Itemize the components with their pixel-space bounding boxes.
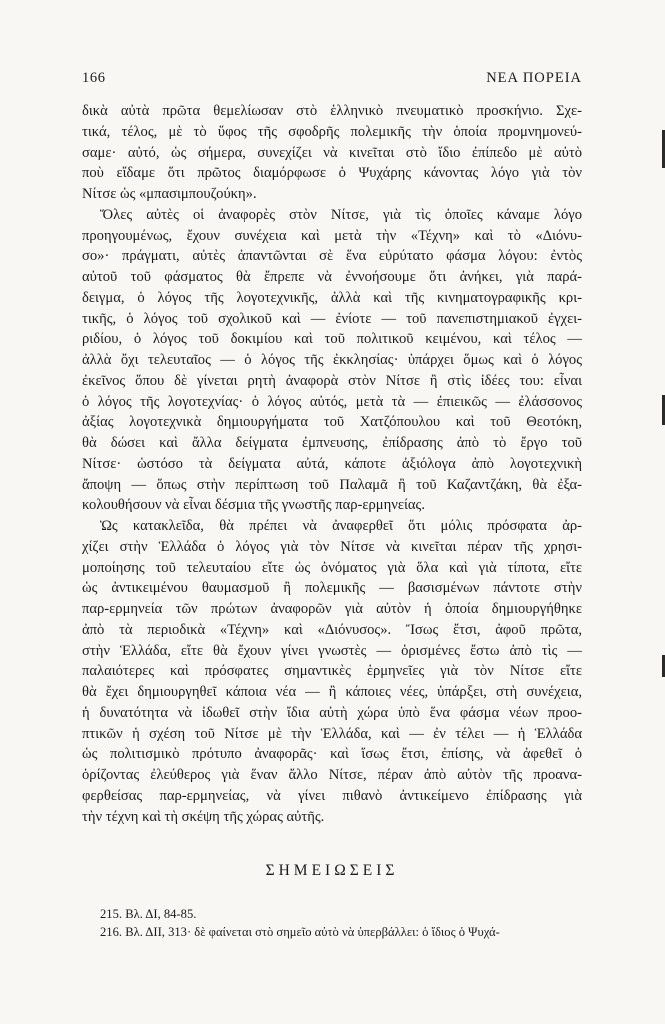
footnote: 215. Βλ. ΔΙ, 84-85. [100, 907, 197, 921]
page-number: 166 [82, 70, 106, 86]
footnotes [82, 905, 582, 941]
notes-heading: ΣΗΜΕΙΩΣΕΙΣ [265, 862, 399, 879]
text-line: τικῆς, ὁ λόγος τοῦ σχολικοῦ καὶ — ἐνίοτε — τοῦ πανεπιστημιακοῦ ἐγχει- [82, 310, 582, 327]
text-line: τὴν τέχνη καὶ τὴ σκέψη τῆς χώρας αὐτῆς. [82, 808, 325, 825]
text-line: ποὺ εἴδαμε ὅτι πρῶτος διαμόρφωσε ὁ Ψυχάρης κάνοντας λόγο γιὰ τὸν [82, 165, 582, 182]
text-line: σο»· πράγματι, αὐτὲς ἀπαντῶνται σὲ ἕνα εὐρύτατο φάσμα λόγου: ἐντὸς [82, 248, 582, 265]
text-line: ἡ δυνατότητα νὰ ἰδωθεῖ στὴν ἴδια αὐτὴ χώρα ὑπὸ ἕνα φάσμα νέων προο- [82, 704, 582, 721]
text-line: παλαιότερες καὶ πρόσφατες σημαντικὲς ἑρμηνεῖες γιὰ τὸν Νίτσε εἴτε [82, 663, 582, 680]
text-line: ἄποψη — ὅπως στὴν περίπτωση τοῦ Παλαμᾶ ἢ τοῦ Καζαντζάκη, θὰ ἐξα- [82, 476, 582, 493]
text-line: ἀξίας λογοτεχνικὰ δημιουργήματα τοῦ Χατζόπουλου καὶ τοῦ Θεοτόκη, [82, 414, 582, 431]
text-line: σαμε· αὐτό, ὡς σήμερα, συνεχίζει νὰ κινεῖται στὸ ἴδιο ἐπίπεδο μὲ αὐτὸ [82, 144, 582, 161]
text-line: κολουθήσουν νὰ εἶναι δέσμια τῆς γνωστῆς παρ-ερμηνείας. [82, 497, 425, 514]
text-line: Ὡς κατακλεῖδα, θὰ πρέπει νὰ ἀναφερθεῖ ὅτι μόλις πρόσφατα ἀρ- [100, 518, 582, 534]
text-line: φερθείσας παρ-ερμηνείας, νὰ γίνει πιθανὸ ἀντικείμενο ἐπίδρασης γιὰ [82, 787, 582, 804]
text-line: πτικῶν ἡ σχέση τοῦ Νίτσε μὲ τὴν Ἑλλάδα, καὶ — ἐν τέλει — ἡ Ἑλλάδα [82, 725, 582, 742]
text-line: ὡς πολιτισμικὸ πρότυπο ἀναφορᾶς· καὶ ἴσως ἔτσι, ἐπίσης, νὰ ἀφεθεῖ ὁ [82, 746, 582, 763]
text-line: προηγουμένως, ἔχουν συνέχεια καὶ μετὰ τὴν «Τέχνη» καὶ τὸ «Διόνυ- [82, 227, 582, 244]
text-line: ἐκεῖνος ὅπου δὲ γίνεται ρητὴ ἀναφορὰ στὸν Νίτσε ἢ στὶς ἰδέες του: εἶναι [82, 372, 582, 389]
body-text [82, 101, 582, 827]
text-line: ὡς ἀντικειμένου θαυμασμοῦ ἢ πολεμικῆς — βασισμένων πάντοτε στὴν [82, 580, 582, 597]
text-line: δικὰ αὐτὰ πρῶτα θεμελίωσαν στὸ ἑλληνικὸ πνευματικὸ προσκήνιο. Σχε- [82, 103, 582, 119]
footnote: 216. Βλ. ΔΙΙ, 313· δὲ φαίνεται στὸ σημεῖο αὐτὸ νὰ ὑπερβάλλει: ὁ ἴδιος ὁ Ψυχά- [100, 925, 500, 939]
text-line: μοποίησης τοῦ τελευταίου εἴτε ὡς ὀνόματος γιὰ ὅλα καὶ γιὰ τίποτα, εἴτε [82, 559, 582, 576]
text-line: Νίτσε ὡς «μπασιμπουζούκη». [82, 186, 257, 202]
text-line: δειγμα, ὁ λόγος τῆς λογοτεχνικῆς, ἀλλὰ καὶ τῆς κινηματογραφικῆς κρι- [82, 289, 582, 306]
running-title: ΝΕΑ ΠΟΡΕΙΑ [486, 70, 582, 86]
text-line: Ὅλες αὐτὲς οἱ ἀναφορὲς στὸν Νίτσε, γιὰ τὶς ὁποῖες κάναμε λόγο [100, 206, 582, 223]
text-line: θὰ ἔχει δημιουργηθεῖ κάποια νέα — ἢ κάποιες νέες, ὑπάρξει, στὴ συνέχεια, [82, 684, 582, 700]
text-line: παρ-ερμηνεία τῶν πρώτων ἀναφορῶν γιὰ αὐτὸν ἡ ὁποία δημιουργήθηκε [82, 601, 582, 617]
text-line: ἀλλὰ ὄχι τελευταῖος — ὁ λόγος τῆς ἐκκλησίας· ὑπάρχει ὅμως καὶ ὁ λόγος [82, 352, 582, 368]
text-line: θὰ δώσει καὶ ἄλλα δείγματα ἐμπνευσης, ἐπίδρασης ἀπὸ τὸ ἔργο τοῦ [82, 435, 582, 451]
text-line: Νίτσε· ὡστόσο τὰ δείγματα αὐτά, κάποτε ἀξιόλογα ἀπὸ λογοτεχνικὴ [82, 455, 582, 472]
text-line: στὴν Ἑλλάδα, εἴτε θὰ ἔχουν γίνει γνωστὲς — ὁρισμένες ἔστω ἀπὸ τὶς — [82, 642, 582, 659]
page-header [82, 70, 582, 90]
text-line: ὁρίζοντας ἐλεύθερος γιὰ ἕναν ἄλλο Νίτσε, πέραν ἀπὸ αὐτὸν τῆς προανα- [82, 767, 582, 783]
text-line: ἀπὸ τὰ περιοδικὰ «Τέχνη» καὶ «Διόνυσος». Ἴσως ἔτσι, ἀφοῦ πρῶτα, [82, 621, 582, 638]
text-line: ὁ λόγος τῆς λογοτεχνίας· ὁ λόγος αὐτός, μετὰ τὰ — ἐπιεικῶς — ἐλάσσονος [82, 393, 582, 410]
text-line: τικά, τέλος, μὲ τὸ ὕφος τῆς σφοδρῆς πολεμικῆς τὴν ὁποία προμνημονεύ- [82, 123, 582, 140]
text-line: ριδίου, ὁ λόγος τοῦ δοκιμίου καὶ τοῦ πολιτικοῦ κειμένου, καὶ τέλος — [82, 331, 582, 348]
text-line: χίζει στὴν Ἑλλάδα ὁ λόγος γιὰ τὸν Νίτσε νὰ κινεῖται πέραν τῆς χρησι- [82, 538, 582, 555]
text-line: αὐτοῦ τοῦ φάσματος θὰ ἔπρεπε νὰ ἐννοήσουμε ὅτι ἀνήκει, γιὰ παρά- [82, 269, 582, 285]
